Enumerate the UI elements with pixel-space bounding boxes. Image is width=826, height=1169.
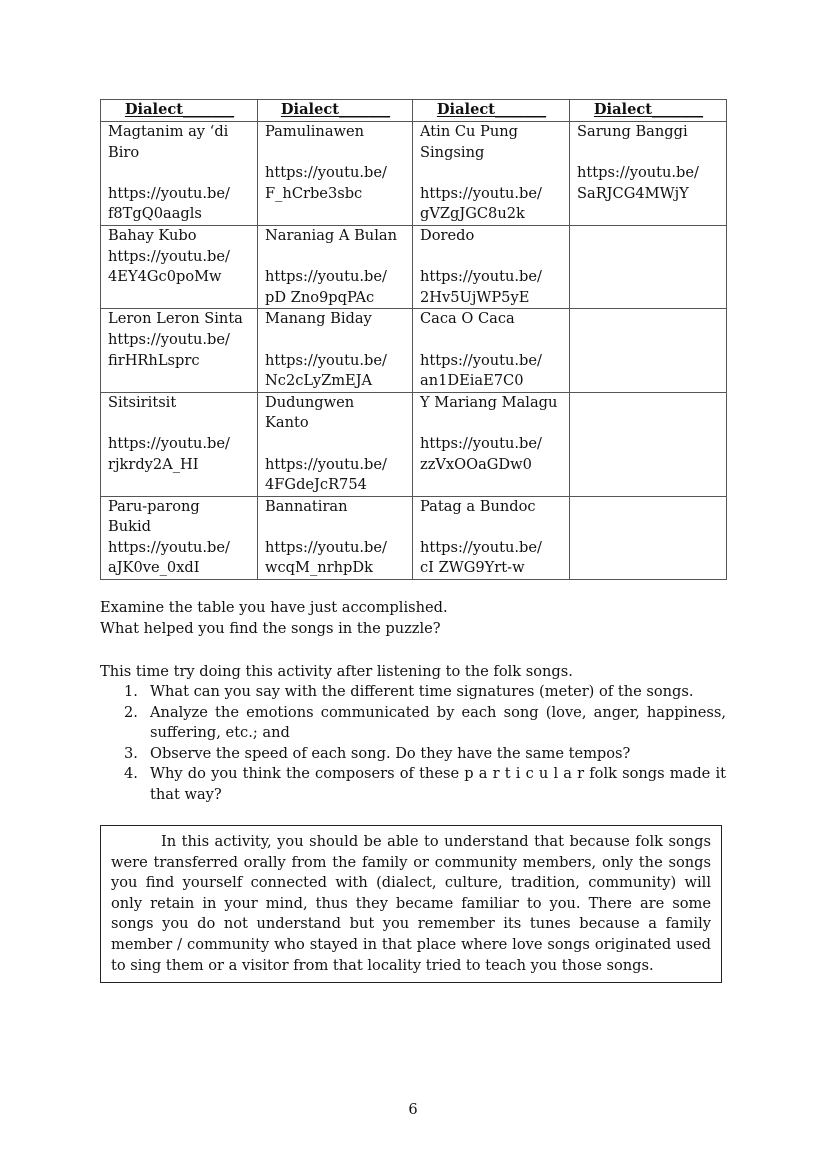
song-link-text: https://youtu.be/ <box>265 268 387 286</box>
cell-spacer <box>577 143 720 164</box>
table-cell <box>258 122 413 226</box>
note-box <box>100 825 722 983</box>
song-link-text: https://youtu.be/ <box>420 184 542 202</box>
table-cell <box>258 309 413 392</box>
table-cell <box>413 309 570 392</box>
song-title-line: Magtanim ay ‘di <box>108 123 229 140</box>
song-link-text: pD Zno9pqPAc <box>265 288 375 306</box>
table-cell <box>413 496 570 579</box>
song-link-text: https://youtu.be/ <box>577 164 699 182</box>
song-link-text: https://youtu.be/ <box>108 434 230 452</box>
table-cell <box>258 225 413 308</box>
song-link-text: SaRJCG4MWjY <box>577 184 689 202</box>
question-text: Analyze the emotions communicated by each song (love, anger, happiness, suffering, etc.; and <box>150 703 726 742</box>
song-link-text: 4FGdeJcR754 <box>265 476 367 494</box>
song-link-text: https://youtu.be/ <box>108 538 230 556</box>
song-link-text: an1DEiaE7C0 <box>420 372 524 390</box>
question-item <box>100 703 726 744</box>
table-cell <box>570 392 727 496</box>
table-cell <box>570 496 727 579</box>
table-cell <box>413 225 570 308</box>
table-cell <box>101 225 258 308</box>
page-number: 6 <box>408 1101 418 1118</box>
song-title-line: Biro <box>108 143 140 161</box>
question-list <box>100 682 726 806</box>
table-cell <box>258 496 413 579</box>
song-link-text: firHRhLsprc <box>108 351 200 369</box>
song-title-line: Kanto <box>265 414 309 432</box>
song-link-text: zzVxOOaGDw0 <box>420 455 532 473</box>
table-body <box>101 122 727 580</box>
column-header: Dialect_______ <box>258 100 413 122</box>
song-link-text: gVZgJGC8u2k <box>420 205 525 223</box>
table-cell <box>413 122 570 226</box>
note-text: In this activity, you should be able to understand that because folk songs were transferred orally from the family or community members, only the songs you find yourself connected with (dialect, culture, tradition, community) will only retain in your mind, thus they became familiar to you. There are some songs you do not understand but you remember its tunes because a family member / community who stayed in that place where love songs originated used to sing them or a visitor from that locality tried to teach you those songs. <box>111 833 711 974</box>
question-text: What can you say with the different time signatures (meter) of the songs. <box>150 683 694 700</box>
song-title-line: Naraniag A Bulan <box>265 226 397 244</box>
song-link-text: 2Hv5UjWP5yE <box>420 288 530 306</box>
cell-spacer <box>265 517 406 538</box>
column-header: Dialect_______ <box>101 100 258 122</box>
song-title-line: Pamulinawen <box>265 123 365 140</box>
table-cell <box>101 392 258 496</box>
table-row <box>101 392 727 496</box>
song-title-line: Bannatiran <box>265 497 348 515</box>
song-title-line: Leron Leron Sinta <box>108 310 243 328</box>
song-title-line: Bukid <box>108 518 151 536</box>
activity-intro-text: This time try doing this activity after listening to the folk songs. <box>100 663 573 680</box>
cell-spacer <box>265 143 406 164</box>
song-title-line: Dudungwen <box>265 393 355 411</box>
song-link-text: F_hCrbe3sbc <box>265 184 363 202</box>
question-text: Why do you think the composers of these p a r t i c u l a r folk songs made it that way? <box>150 765 726 803</box>
cell-spacer <box>420 330 563 351</box>
question-text: Observe the speed of each song. Do they have the same tempos? <box>150 744 631 762</box>
song-title-line: Sitsiritsit <box>108 393 177 411</box>
song-link-text: https://youtu.be/ <box>265 351 387 369</box>
song-title-line: Patag a Bundoc <box>420 497 536 515</box>
cell-spacer <box>420 247 563 268</box>
song-link-text: https://youtu.be/ <box>420 268 542 286</box>
table-cell <box>570 225 727 308</box>
table-cell <box>570 122 727 226</box>
songs-table <box>100 99 727 580</box>
song-link-text: https://youtu.be/ <box>265 538 387 556</box>
cell-spacer <box>265 247 406 268</box>
examine-line: Examine the table you have just accomplished. <box>100 599 448 616</box>
question-item <box>100 764 726 805</box>
table-cell <box>101 309 258 392</box>
column-header: Dialect_______ <box>570 100 727 122</box>
table-cell <box>258 392 413 496</box>
song-link-text: https://youtu.be/ <box>108 330 230 348</box>
table-cell <box>101 122 258 226</box>
song-link-text: https://youtu.be/ <box>420 434 542 452</box>
song-link-text: f8TgQ0aagls <box>108 205 202 223</box>
song-link-text: cI ZWG9Yrt-w <box>420 559 525 577</box>
song-link-text: https://youtu.be/ <box>265 164 387 182</box>
table-cell <box>570 309 727 392</box>
question-item <box>100 744 726 765</box>
question-number: 4. <box>124 765 138 783</box>
song-link-text: wcqM_nrhpDk <box>265 559 373 577</box>
song-link-text: Nc2cLyZmEJA <box>265 372 373 390</box>
cell-spacer <box>420 413 563 434</box>
song-title-line: Caca O Caca <box>420 310 515 328</box>
song-title-line: Atin Cu Pung <box>420 123 519 140</box>
table-cell <box>101 496 258 579</box>
question-item <box>100 682 726 703</box>
song-link-text: https://youtu.be/ <box>265 455 387 473</box>
table-row <box>101 496 727 579</box>
song-title-line: Bahay Kubo <box>108 226 197 244</box>
song-link-text: https://youtu.be/ <box>420 351 542 369</box>
song-link-text: https://youtu.be/ <box>108 247 230 265</box>
song-link-text: https://youtu.be/ <box>420 538 542 556</box>
table-cell <box>413 392 570 496</box>
column-header: Dialect_______ <box>413 100 570 122</box>
cell-spacer <box>420 517 563 538</box>
song-link-text: https://youtu.be/ <box>108 184 230 202</box>
cell-spacer <box>108 163 251 184</box>
song-title-line: Singsing <box>420 143 485 161</box>
song-title-line: Paru-parong <box>108 497 200 515</box>
table-row <box>101 225 727 308</box>
song-title-line: Y Mariang Malagu <box>420 393 558 411</box>
question-number: 2. <box>124 703 138 721</box>
cell-spacer <box>265 330 406 351</box>
question-number: 3. <box>124 744 138 762</box>
cell-spacer <box>108 413 251 434</box>
cell-spacer <box>265 434 406 455</box>
song-title-line: Sarung Banggi <box>577 123 688 140</box>
song-link-text: 4EY4Gc0poMw <box>108 268 222 286</box>
cell-spacer <box>420 163 563 184</box>
song-link-text: aJK0ve_0xdI <box>108 559 200 577</box>
song-title-line: Manang Biday <box>265 310 372 328</box>
song-link-text: rjkrdy2A_HI <box>108 455 199 473</box>
examine-line: What helped you find the songs in the puzzle? <box>100 619 441 637</box>
table-row <box>101 122 727 226</box>
activity-intro <box>100 662 726 683</box>
examine-section <box>100 598 726 639</box>
question-number: 1. <box>124 683 138 700</box>
table-header-row <box>101 100 727 122</box>
song-title-line: Doredo <box>420 226 475 244</box>
table-row <box>101 309 727 392</box>
